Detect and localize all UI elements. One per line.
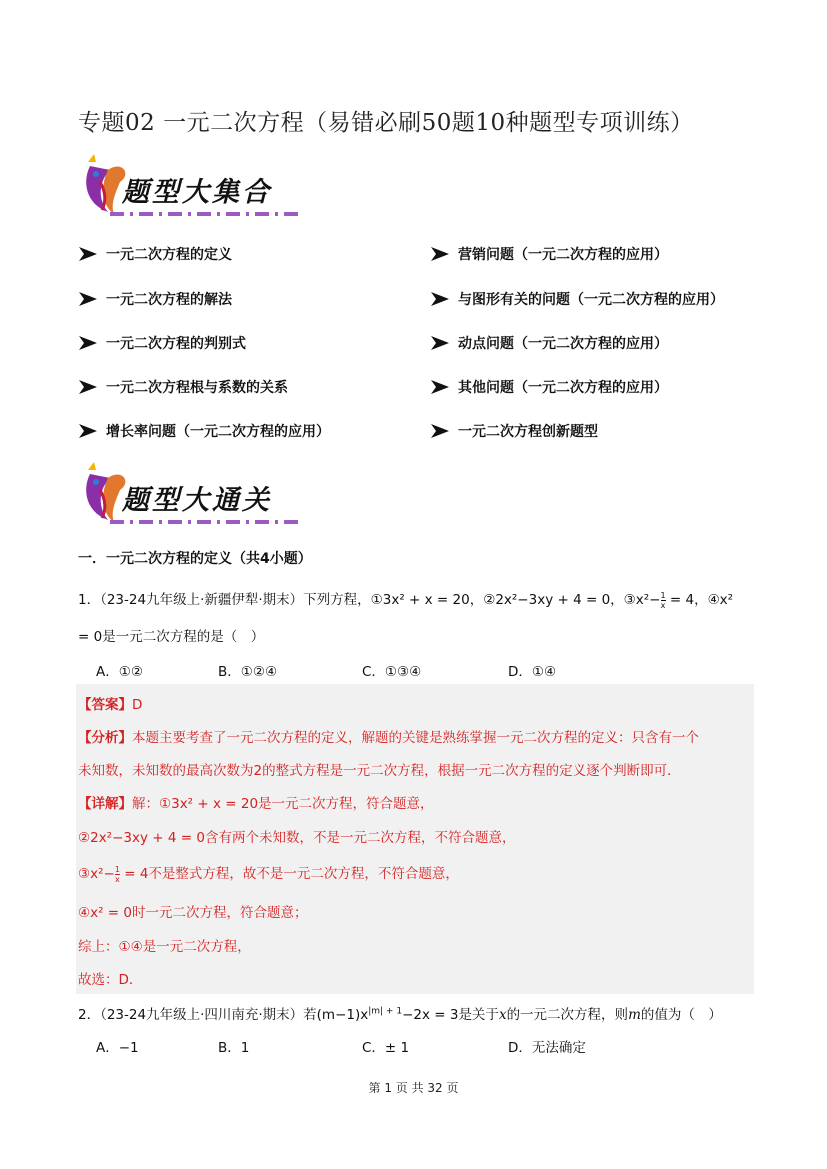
detail-line-5: 综上：①④是一元二次方程， <box>78 939 251 955</box>
toc-item-vieta[interactable] <box>78 377 288 397</box>
question-1-line-2: = 0是一元二次方程的是（ ） <box>78 629 265 645</box>
banner-collection <box>80 152 320 224</box>
q1-option-c[interactable]: C．①③④ <box>362 664 422 680</box>
q1-option-a[interactable]: A．①② <box>96 664 143 680</box>
analysis-tag: 【分析】 <box>78 730 132 746</box>
detail-line-4: ④x² = 0时一元二次方程，符合题意； <box>78 905 308 921</box>
toc-item-label: 一元二次方程的判别式 <box>106 336 246 352</box>
analysis-line-1 <box>78 726 699 746</box>
question-2-mid: 是关于 <box>458 1007 499 1023</box>
section-heading: 一．一元二次方程的定义（共4小题） <box>78 551 312 567</box>
toc-item-discriminant[interactable] <box>78 333 246 353</box>
toc-item-marketing[interactable] <box>430 244 668 264</box>
toc-item-label: 增长率问题（一元二次方程的应用） <box>106 424 330 440</box>
arrow-bullet-icon <box>430 291 450 307</box>
answer-line <box>78 693 142 713</box>
arrow-bullet-icon <box>78 423 98 439</box>
question-1-line-1 <box>78 588 733 610</box>
question-2-exponent: |m| + 1 <box>368 1006 403 1017</box>
toc-item-label: 营销问题（一元二次方程的应用） <box>458 247 668 263</box>
arrow-bullet-icon <box>78 291 98 307</box>
arrow-bullet-icon <box>430 246 450 262</box>
detail-text-3b: = 4不是整式方程，故不是一元二次方程，不符合题意， <box>119 866 459 882</box>
question-1-eq4: ④x² <box>707 592 734 608</box>
fraction-numerator: 1 <box>114 864 120 874</box>
q2-option-d[interactable]: D．无法确定 <box>508 1040 586 1056</box>
question-2-var-x: x <box>498 1007 507 1023</box>
q2-option-b[interactable]: B．1 <box>218 1040 250 1056</box>
toc-item-solving[interactable] <box>78 289 232 309</box>
toc-item-label: 一元二次方程的定义 <box>106 247 232 263</box>
answer-value: D <box>132 697 143 713</box>
toc-item-moving-point[interactable] <box>430 333 668 353</box>
q2-option-c[interactable]: C．± 1 <box>362 1040 410 1056</box>
arrow-bullet-icon <box>78 246 98 262</box>
arrow-bullet-icon <box>430 379 450 395</box>
question-1-prefix: 1．（23-24九年级上·新疆伊犁·期末）下列方程， <box>78 592 371 608</box>
q1-option-d[interactable]: D．①④ <box>508 664 557 680</box>
detail-text-1: 解：①3x² + x = 20是一元二次方程，符合题意， <box>132 796 434 812</box>
toc-item-label: 动点问题（一元二次方程的应用） <box>458 336 668 352</box>
detail-line-6: 故选：D． <box>78 972 143 988</box>
fraction-denominator: x <box>660 600 666 610</box>
arrow-bullet-icon <box>430 335 450 351</box>
toc-item-geometry[interactable] <box>430 289 724 309</box>
toc-item-label: 与图形有关的问题（一元二次方程的应用） <box>458 292 724 308</box>
toc-item-other[interactable] <box>430 377 668 397</box>
question-2-mid2: 的一元二次方程，则 <box>506 1007 629 1023</box>
question-2-line-1 <box>78 1003 722 1023</box>
question-1-eq1: ①3x² + x = 20， <box>370 592 484 608</box>
answer-tag: 【答案】 <box>78 697 132 713</box>
detail-line-2: ②2x²−3xy + 4 = 0含有两个未知数，不是一元二次方程，不符合题意， <box>78 830 516 846</box>
banner-pass <box>80 460 320 532</box>
fraction-numerator: 1 <box>660 590 666 600</box>
page-footer: 第 1 页 共 32 页 <box>368 1081 459 1095</box>
question-1-eq3a: ③x²− <box>623 592 661 608</box>
toc-item-label: 一元二次方程根与系数的关系 <box>106 380 288 396</box>
question-2-end: 的值为（ ） <box>640 1007 722 1023</box>
q2-option-a[interactable]: A．−1 <box>96 1040 139 1056</box>
toc-item-growth-rate[interactable] <box>78 421 330 441</box>
q1-option-b[interactable]: B．①②④ <box>218 664 278 680</box>
document-title: 专题02 一元二次方程（易错必刷50题10种题型专项训练） <box>78 110 694 136</box>
arrow-bullet-icon <box>78 335 98 351</box>
analysis-text-1: 本题主要考查了一元二次方程的定义，解题的关键是熟练掌握一元二次方程的定义：只含有一个 <box>132 730 699 746</box>
analysis-line-2: 未知数，未知数的最高次数为2的整式方程是一元二次方程，根据一元二次方程的定义逐个判断即可． <box>78 763 681 779</box>
arrow-bullet-icon <box>78 379 98 395</box>
toc-item-label: 一元二次方程的解法 <box>106 292 232 308</box>
toc-item-definition[interactable] <box>78 244 232 264</box>
detail-line-1 <box>78 792 434 812</box>
detail-tag: 【详解】 <box>78 796 132 812</box>
detail-line-3 <box>78 862 459 884</box>
arrow-bullet-icon <box>430 423 450 439</box>
question-2-var-m: m <box>628 1007 641 1023</box>
banner-collection-text: 题型大集合 <box>122 177 272 208</box>
toc-item-label: 一元二次方程创新题型 <box>458 424 598 440</box>
detail-text-3a: ③x²− <box>78 866 115 882</box>
question-2-expr2: −2x = 3 <box>402 1007 459 1023</box>
question-2-prefix: 2．（23-24九年级上·四川南充·期末）若 <box>78 1007 317 1023</box>
toc-item-innovation[interactable] <box>430 421 598 441</box>
question-2-expr: (m−1)x <box>316 1007 369 1023</box>
question-1-eq3b: = 4， <box>665 592 708 608</box>
banner-pass-text: 题型大通关 <box>122 485 272 516</box>
fraction-denominator: x <box>115 874 120 884</box>
question-1-eq2: ②2x²−3xy + 4 = 0， <box>483 592 624 608</box>
toc-item-label: 其他问题（一元二次方程的应用） <box>458 380 668 396</box>
